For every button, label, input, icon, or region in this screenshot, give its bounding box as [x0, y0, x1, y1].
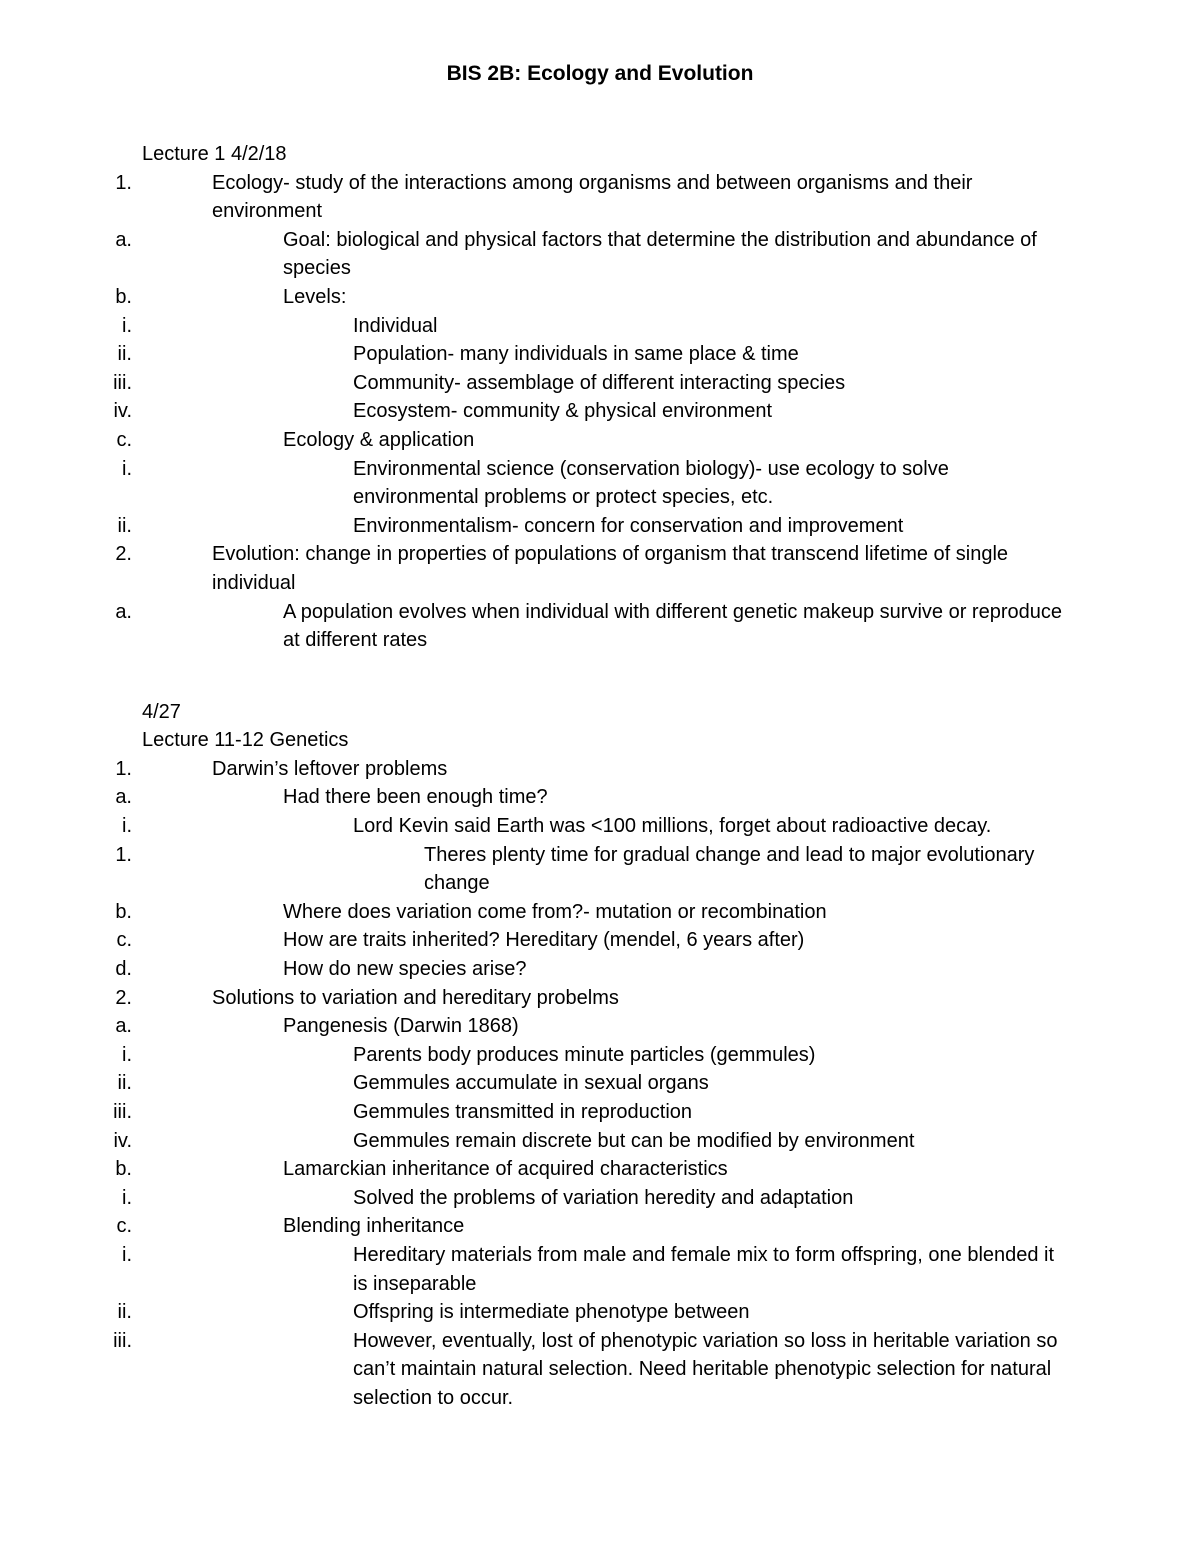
list-item: a. Had there been enough time? [115, 786, 548, 809]
list-item: 2. Solutions to variation and hereditary probelms [115, 986, 619, 1009]
list-item: i. Environmental science (conservation biology)- use ecology to solve environmental problems or protect species, etc. [122, 457, 949, 509]
list-item: c. Ecology & application [116, 428, 475, 451]
list-item: i. Parents body produces minute particles (gemmules) [122, 1043, 816, 1066]
list-item: c. How are traits inherited? Hereditary (mendel, 6 years after) [116, 929, 805, 952]
list-item: iii. However, eventually, lost of phenotypic variation so loss in heritable variation so can’t maintain natural selection. Need heritable phenotypic selection for natural selection to occur. [113, 1329, 1058, 1409]
list-item: 1. Darwin’s leftover problems [115, 757, 448, 780]
list-item: b. Levels: [115, 285, 347, 308]
list-item: iii. Gemmules transmitted in reproduction [113, 1101, 693, 1123]
list-item: iii. Community- assemblage of different interacting species [113, 371, 846, 394]
list-item: i. Individual [122, 314, 438, 337]
list-item: c. Blending inheritance [116, 1215, 465, 1238]
list-item: a. Goal: biological and physical factors that determine the distribution and abundance of species [115, 228, 1037, 280]
list-item: i. Hereditary materials from male and female mix to form offspring, one blended it is inseparable [122, 1243, 1055, 1295]
list-item: 1. Theres plenty time for gradual change and lead to major evolutionary change [115, 843, 1035, 895]
list-item: iv. Gemmules remain discrete but can be modified by environment [113, 1129, 915, 1152]
lecture-heading: Lecture 11-12 Genetics [142, 729, 349, 752]
list-item: i. Lord Kevin said Earth was <100 millions, forget about radioactive decay. [122, 815, 992, 838]
list-item: 1. Ecology- study of the interactions among organisms and between organisms and their environment [115, 171, 973, 223]
list-item: b. Lamarckian inheritance of acquired characteristics [115, 1158, 728, 1181]
list-item: ii. Population- many individuals in same place & time [117, 343, 799, 366]
list-item: ii. Gemmules accumulate in sexual organs [117, 1072, 709, 1095]
list-item: a. A population evolves when individual with different genetic makeup survive or reproduce at different rates [115, 600, 1062, 652]
notes-body [113, 140, 1072, 1413]
lecture-date: 4/27 [142, 700, 181, 723]
lecture-heading: Lecture 1 4/2/18 [142, 143, 287, 165]
list-item: b. Where does variation come from?- mutation or recombination [115, 900, 827, 923]
list-item: ii. Environmentalism- concern for conservation and improvement [117, 514, 904, 537]
list-item: d. How do new species arise? [115, 958, 527, 981]
list-item: iv. Ecosystem- community & physical environment [113, 400, 773, 423]
list-item: 2. Evolution: change in properties of populations of organism that transcend lifetime of single individual [115, 543, 1009, 594]
list-item: ii. Offspring is intermediate phenotype between [117, 1301, 750, 1324]
list-item: i. Solved the problems of variation heredity and adaptation [122, 1186, 854, 1209]
document-title: BIS 2B: Ecology and Evolution [446, 62, 754, 85]
list-item: a. Pangenesis (Darwin 1868) [115, 1015, 519, 1038]
